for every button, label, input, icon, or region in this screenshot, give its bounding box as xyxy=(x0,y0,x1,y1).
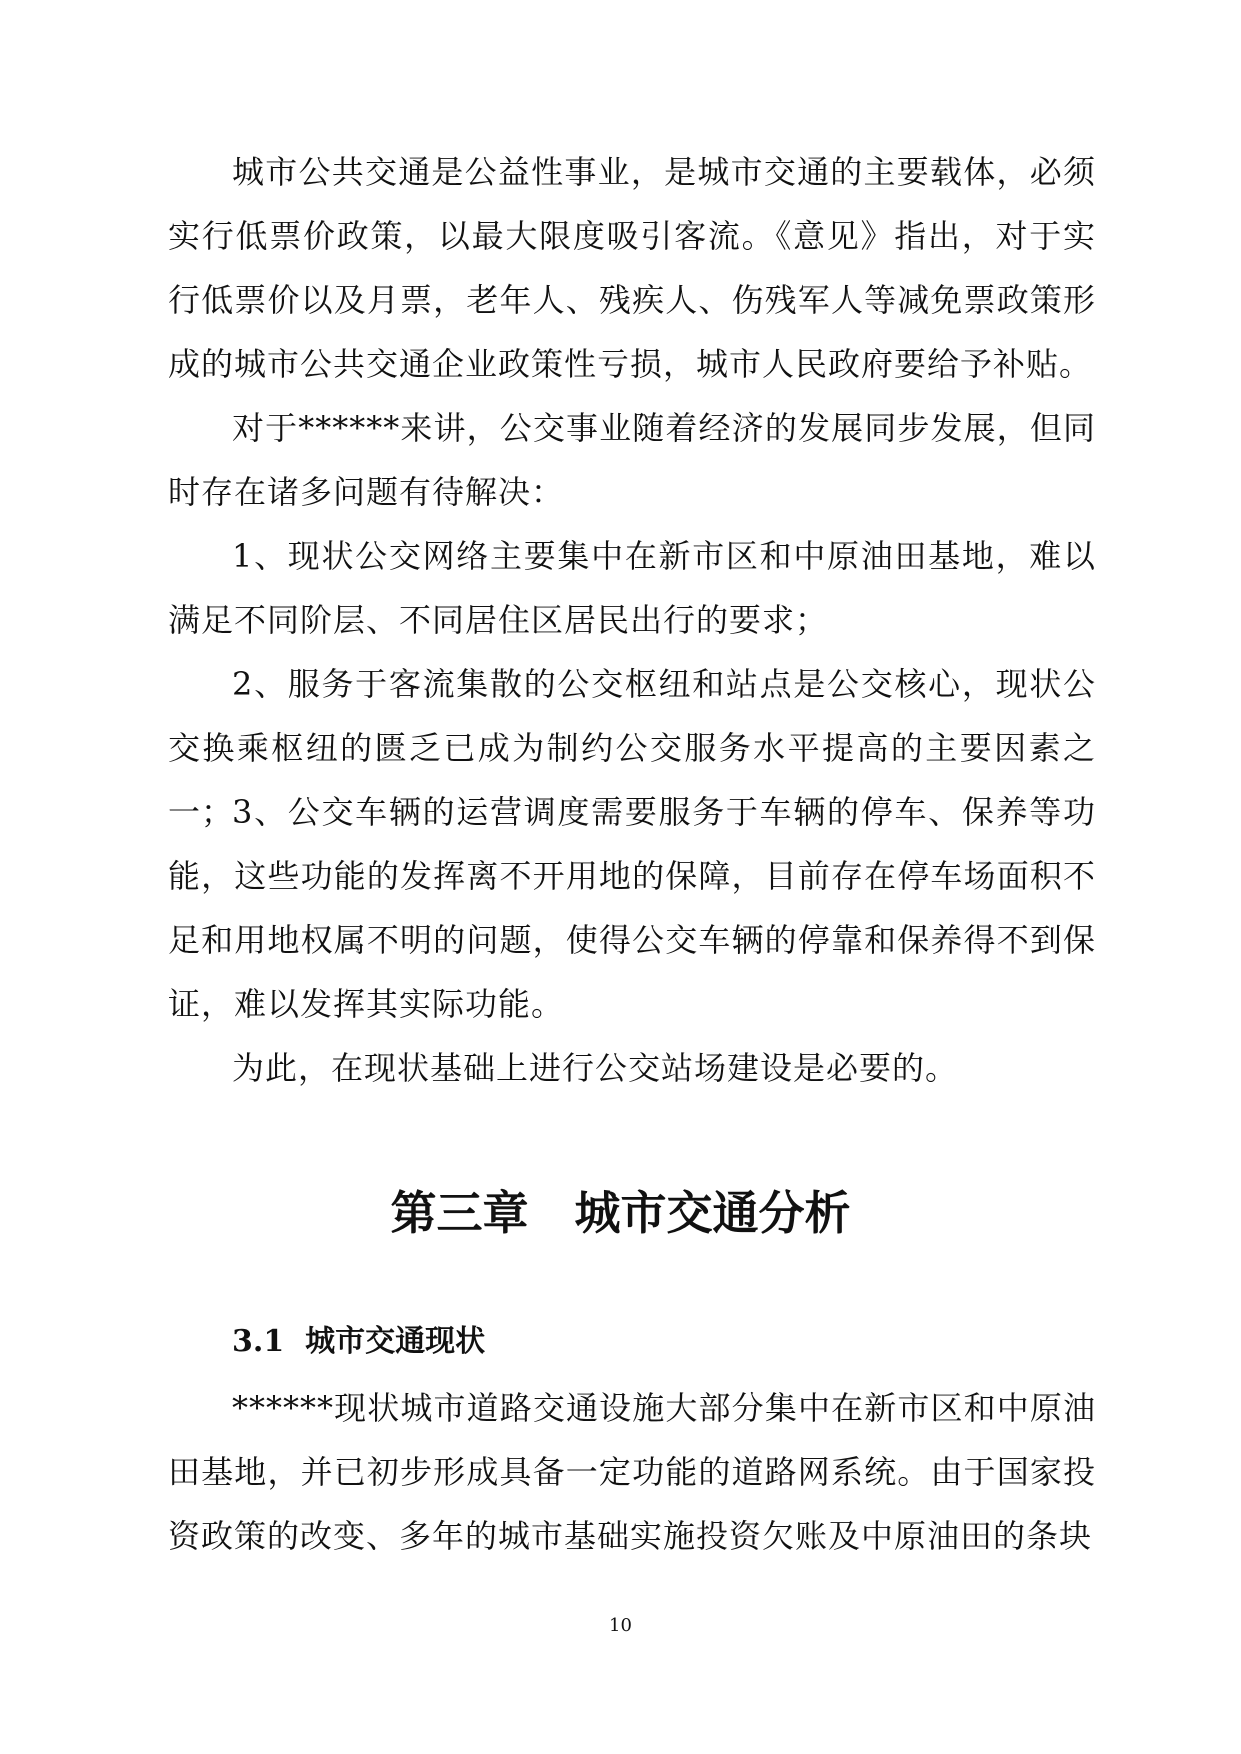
section-title: 3.1 城市交通现状 xyxy=(232,1324,486,1359)
page-number: 10 xyxy=(609,1615,632,1636)
paragraph-conclusion: 为此，在现状基础上进行公交站场建设是必要的。 xyxy=(232,1049,959,1087)
chapter-title: 第三章 城市交通分析 xyxy=(390,1186,851,1240)
paragraph-issue-1: 1、现状公交网络主要集中在新市区和中原油田基地，难以满足不同阶层、不同居住区居民出行的要求； xyxy=(168,537,1096,639)
paragraph-local-issues-intro: 对于******来讲，公交事业随着经济的发展同步发展，但同时存在诸多问题有待解决： xyxy=(168,409,1096,511)
paragraph-issue-2: 2、服务于客流集散的公交枢纽和站点是公交核心，现状公交换乘枢纽的匮乏已成为制约公交服务水平提高的主要因素之一； xyxy=(168,665,1096,831)
paragraph-current-road-status: ******现状城市道路交通设施大部分集中在新市区和中原油田基地，并已初步形成具备一定功能的道路网系统。由于国家投资政策的改变、多年的城市基础实施投资欠账及中原油田的条块 xyxy=(168,1389,1096,1555)
paragraph-public-transit-policy: 城市公共交通是公益性事业，是城市交通的主要载体，必须实行低票价政策，以最大限度吸引客流。《意见》指出，对于实行低票价以及月票，老年人、残疾人、伤残军人等减免票政策形成的城市公共交通企业政策性亏损，城市人民政府要给予补贴。 xyxy=(168,153,1096,383)
paragraph-issue-3: 3、公交车辆的运营调度需要服务于车辆的停车、保养等功能，这些功能的发挥离不开用地的保障，目前存在停车场面积不足和用地权属不明的问题，使得公交车辆的停靠和保养得不到保证，难以发挥其实际功能。 xyxy=(168,793,1096,1023)
